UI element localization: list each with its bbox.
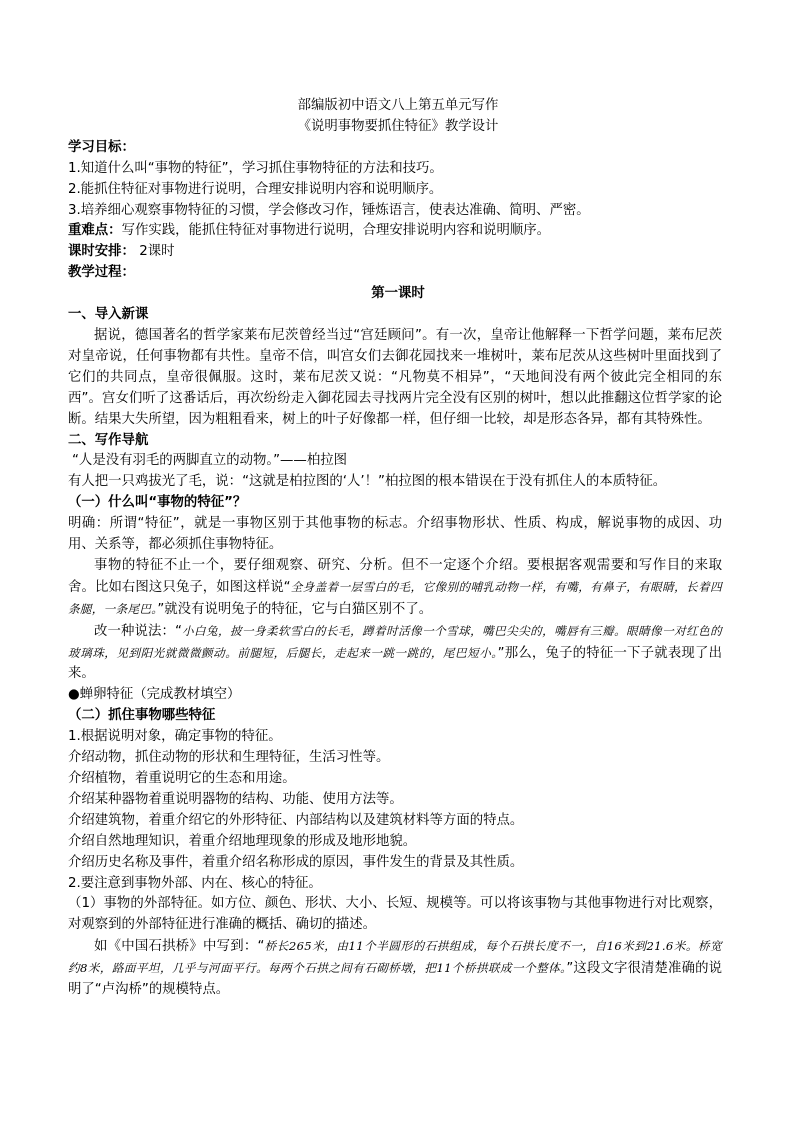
hours-text: 2课时 [134, 244, 175, 260]
feature-paragraph-text: 事物的特征不止一个，要仔细观察、研究、分析。但不一定逐个介绍。要根据客观需要和写作目的来取舍。比如右图这只兔子，如图这样说“ [68, 557, 722, 595]
goal-item: 2.能抓住特征对事物进行说明，合理安排说明内容和说明顺序。 [68, 181, 443, 197]
section-1-paragraph: 据说，德国著名的哲学家莱布尼茨曾经当过“宫廷顾问”。有一次，皇帝让他解释一下哲学问题，莱布尼茨对皇帝说，任何事物都有共性。皇帝不信，叫宫女们去御花园找来一堆树叶，莱布尼茨从这些树叶里面找到了它们的共同点，皇帝很佩服。这时，莱布尼茨又说：“凡物莫不相异”，“天地间没有两个彼此完全相同的东西”。宫女们听了这番话后，再次纷纷走入御花园去寻找两片完全没有区别的树叶，想以此推翻这位哲学家的论断。结果大失所望，因为粗粗看来，树上的叶子好像都一样，但仔细一比较，却是形态各异，都有其特殊性。 [68, 327, 722, 427]
rewrite-paragraph-end: ”那么，兔子的特征一下子就表现了出来。 [68, 645, 722, 682]
subsection-2-title: （二）抓住事物哪些特征 [68, 708, 216, 724]
goal-item: 3.培养细心观察事物特征的习惯，学会修改习作，锤炼语言，使表达准确、简明、严密。 [68, 202, 590, 218]
list-item: 介绍某种器物着重说明器物的结构、功能、使用方法等。 [68, 791, 403, 807]
subsection-1-title: （一）什么叫“事物的特征”？ [68, 495, 247, 511]
list-item: 介绍植物，着重说明它的生态和用途。 [68, 771, 296, 786]
definition-paragraph: 明确：所谓“特征”，就是一事物区别于其他事物的标志。介绍事物形状、性质、构成，解说事物的成因、功用、关系等，都必须抓住事物特征。 [68, 516, 722, 553]
rewrite-paragraph-text: 改一种说法：“ [94, 623, 182, 639]
plato-story: 有人把一只鸡拔光了毛，说：“这就是柏拉图的‘人’！”柏拉图的根本错误在于没有抓住人的本质特征。 [68, 474, 667, 490]
bridge-quote: 桥长265米，由11个半圆形的石拱组成，每个石拱长度不一，自16米到21.6米。桥宽约8米，路面平坦，几乎与河面平行。每两个石拱之间有石砌桥墩，把11个桥拱联成一个整体。 [68, 939, 722, 976]
bridge-paragraph [68, 936, 722, 1001]
document-page [68, 96, 723, 1001]
list-item: 介绍自然地理知识，着重介绍地理现象的形成及地形地貌。 [68, 833, 417, 849]
rabbit-quote-plain: 全身盖着一层雪白的毛，它像别的哺乳动物一样，有嘴，有鼻子，有眼睛，长着四条腿，一条尾巴。 [68, 579, 722, 616]
list-item: 介绍建筑物，着重介绍它的外形特征、内部结构以及建筑材料等方面的特点。 [68, 812, 524, 828]
point-2: 2.要注意到事物外部、内在、核心的特征。 [68, 875, 322, 891]
feature-paragraph [68, 556, 722, 621]
outer-feature-paragraph: （1）事物的外部特征。如方位、颜色、形状、大小、长短、规模等。可以将该事物与其他事物进行对比观察，对观察到的外部特征进行准确的概括、确切的描述。 [68, 896, 722, 933]
doc-subtitle: 《说明事物要抓住特征》教学设计 [297, 118, 499, 134]
hours [68, 242, 722, 263]
section-2-title: 二、写作导航 [68, 432, 149, 448]
hours-label: 课时安排： [68, 244, 135, 260]
plato-quote: “人是没有羽毛的两脚直立的动物。”——柏拉图 [72, 453, 347, 469]
list-item: 介绍历史名称及事件，着重介绍名称形成的原因，事件发生的背景及其性质。 [68, 854, 524, 870]
rewrite-paragraph [68, 621, 722, 686]
cicada-task: ●蝉卵特征（完成教材填空） [68, 687, 241, 703]
list-item: 介绍动物，抓住动物的形状和生理特征，生活习性等。 [68, 750, 390, 766]
feature-paragraph-end: ”就没有说明兔子的特征，它与白猫区别不了。 [157, 601, 433, 617]
lesson-title: 第一课时 [371, 286, 425, 302]
key-points [68, 221, 722, 242]
rabbit-quote-vivid: 小白兔，披一身柔软雪白的长毛，蹲着时活像一个雪球，嘴巴尖尖的，嘴唇有三瓣。眼睛像一对红色的玻璃珠，见到阳光就微微颤动。前腿短，后腿长，走起来一跳一跳的，尾巴短小。 [68, 623, 722, 660]
key-points-label: 重难点： [68, 223, 122, 239]
goals-heading: 学习目标： [68, 139, 135, 155]
key-points-text: 写作实践，能抓住特征对事物进行说明，合理安排说明内容和说明顺序。 [121, 223, 551, 239]
doc-title: 部编版初中语文八上第五单元写作 [297, 98, 499, 113]
bridge-paragraph-end: ”这段文字很清楚准确的说明了“卢沟桥”的规模特点。 [68, 961, 723, 998]
section-1-title: 一、导入新课 [68, 307, 149, 323]
point-1: 1.根据说明对象，确定事物的特征。 [68, 729, 282, 745]
goal-item: 1.知道什么叫“事物的特征”，学习抓住事物特征的方法和技巧。 [68, 160, 443, 176]
bridge-paragraph-text: 如《中国石拱桥》中写到：“ [94, 939, 265, 955]
process-heading: 教学过程： [68, 265, 135, 281]
